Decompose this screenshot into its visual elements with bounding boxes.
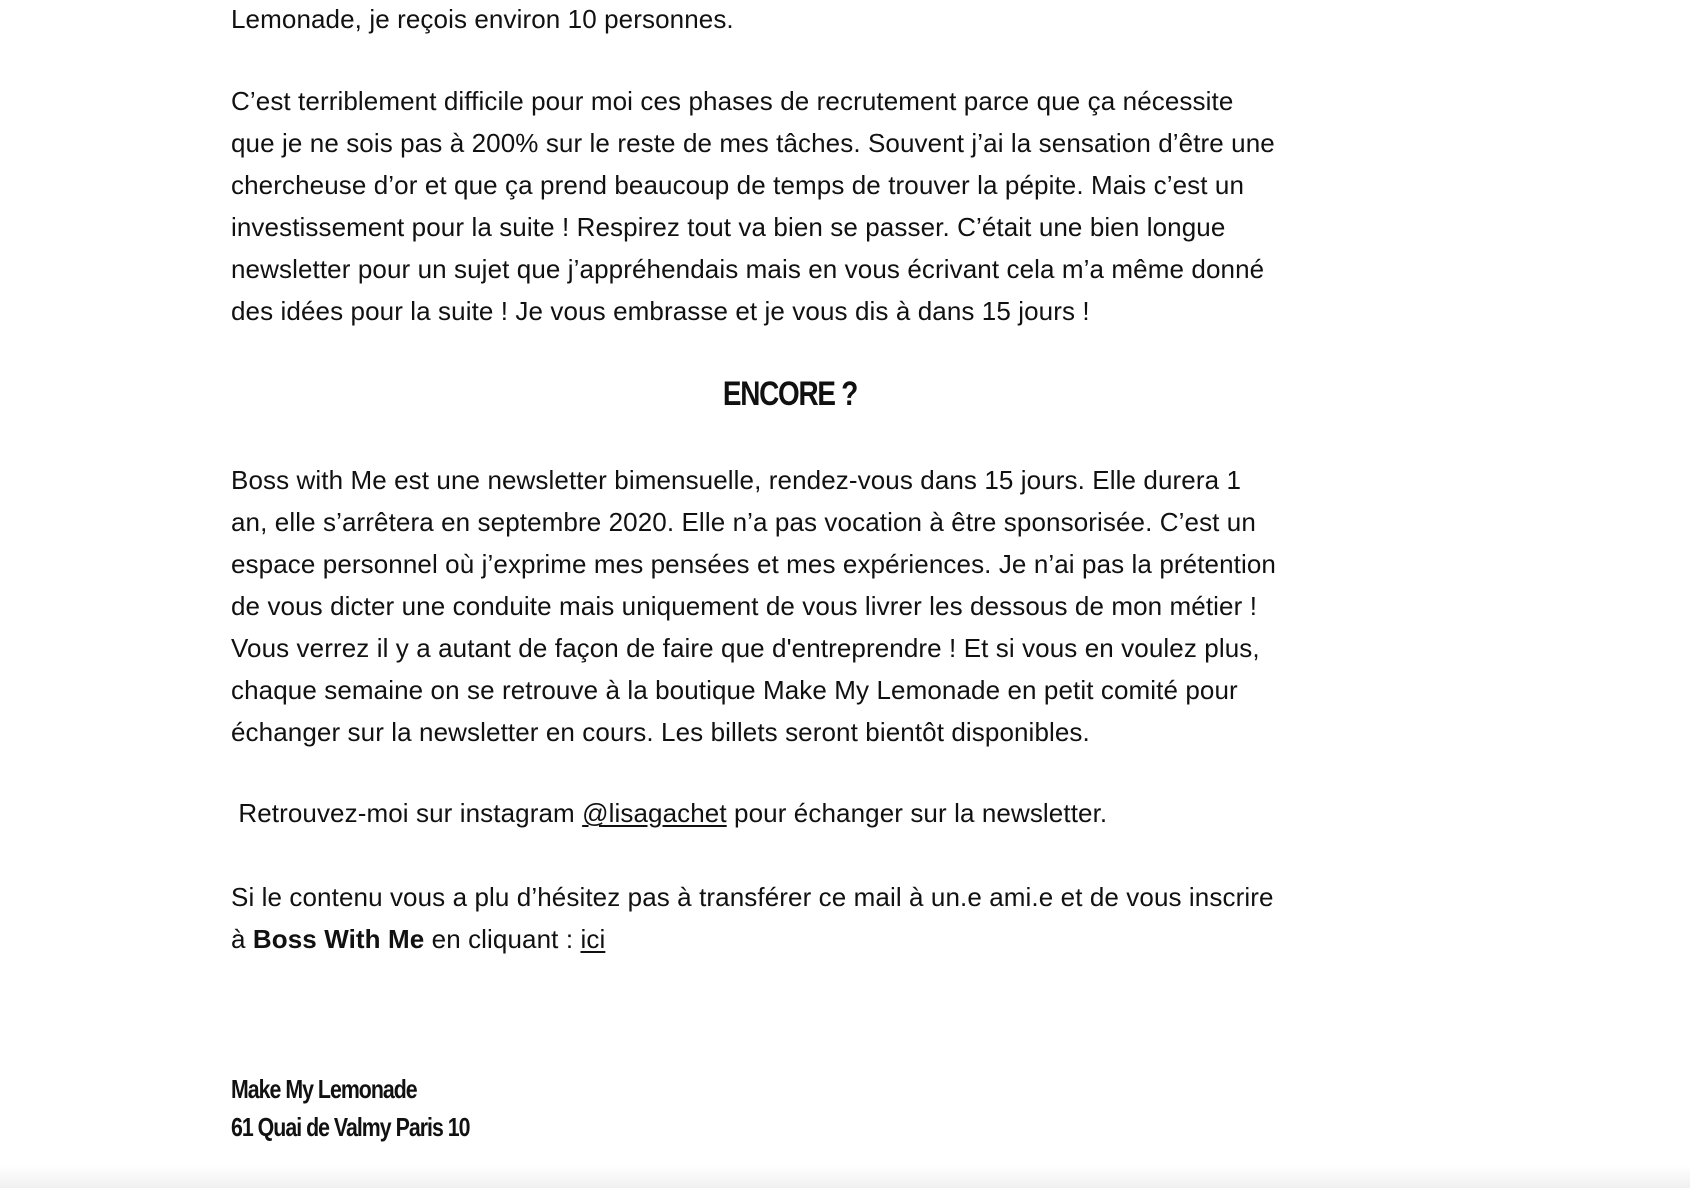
instagram-suffix: pour échanger sur la newsletter. — [726, 798, 1108, 828]
footer-address: 61 Quai de Valmy Paris 10 — [231, 1112, 470, 1142]
paragraph-line: Boss with Me est une newsletter bimensuelle, rendez-vous dans 15 jours. Elle durera 1 — [231, 465, 1242, 495]
paragraph-line: chercheuse d’or et que ça prend beaucoup de temps de trouver la pépite. Mais c’est un — [231, 170, 1245, 200]
instagram-line — [231, 792, 1359, 834]
paragraph-line: C’est terriblement difficile pour moi ces phases de recrutement parce que ça nécessite — [231, 86, 1234, 116]
paragraph-line: échanger sur la newsletter en cours. Les billets seront bientôt disponibles. — [231, 717, 1090, 747]
section-heading: ENCORE ? — [722, 375, 858, 413]
paragraph-line: Vous verrez il y a autant de façon de faire que d'entreprendre ! Et si vous en voulez plus, — [231, 633, 1260, 663]
share-prefix: à — [231, 924, 253, 954]
brand-name: Boss With Me — [252, 924, 425, 954]
closing-paragraph — [231, 80, 1359, 332]
instagram-paragraph — [231, 792, 1359, 834]
paragraph-line: investissement pour la suite ! Respirez tout va bien se passer. C’était une bien longue — [231, 212, 1226, 242]
share-line-1: Si le contenu vous a plu d’hésitez pas à transférer ce mail à un.e ami.e et de vous inscrire — [231, 882, 1274, 912]
intro-paragraph — [231, 0, 1359, 40]
footer — [231, 1070, 1359, 1146]
paragraph-line: que je ne sois pas à 200% sur le reste de mes tâches. Souvent j’ai la sensation d’être une — [231, 128, 1275, 158]
bottom-edge-shadow — [0, 1166, 1690, 1188]
paragraph-line: newsletter pour un sujet que j’appréhendais mais en vous écrivant cela m’a même donné — [231, 254, 1265, 284]
paragraph-line: chaque semaine on se retrouve à la boutique Make My Lemonade en petit comité pour — [231, 675, 1238, 705]
paragraph-line: an, elle s’arrêtera en septembre 2020. Elle n’a pas vocation à être sponsorisée. C’est un — [231, 507, 1256, 537]
footer-company: Make My Lemonade — [231, 1074, 417, 1104]
intro-line: Lemonade, je reçois environ 10 personnes. — [231, 4, 734, 34]
subscribe-link[interactable]: ici — [580, 924, 606, 954]
paragraph-line: de vous dicter une conduite mais uniquement de vous livrer les dessous de mon métier ! — [231, 591, 1258, 621]
share-mid: en cliquant : — [424, 924, 581, 954]
paragraph-line: espace personnel où j’exprime mes pensées et mes expériences. Je n’ai pas la prétention — [231, 549, 1276, 579]
share-paragraph — [231, 876, 1359, 960]
about-paragraph — [231, 459, 1359, 753]
instagram-handle-link[interactable]: @lisagachet — [582, 798, 727, 828]
paragraph-line: des idées pour la suite ! Je vous embrasse et je vous dis à dans 15 jours ! — [231, 296, 1090, 326]
instagram-prefix: Retrouvez-moi sur instagram — [231, 798, 583, 828]
share-line-2 — [231, 918, 1359, 960]
